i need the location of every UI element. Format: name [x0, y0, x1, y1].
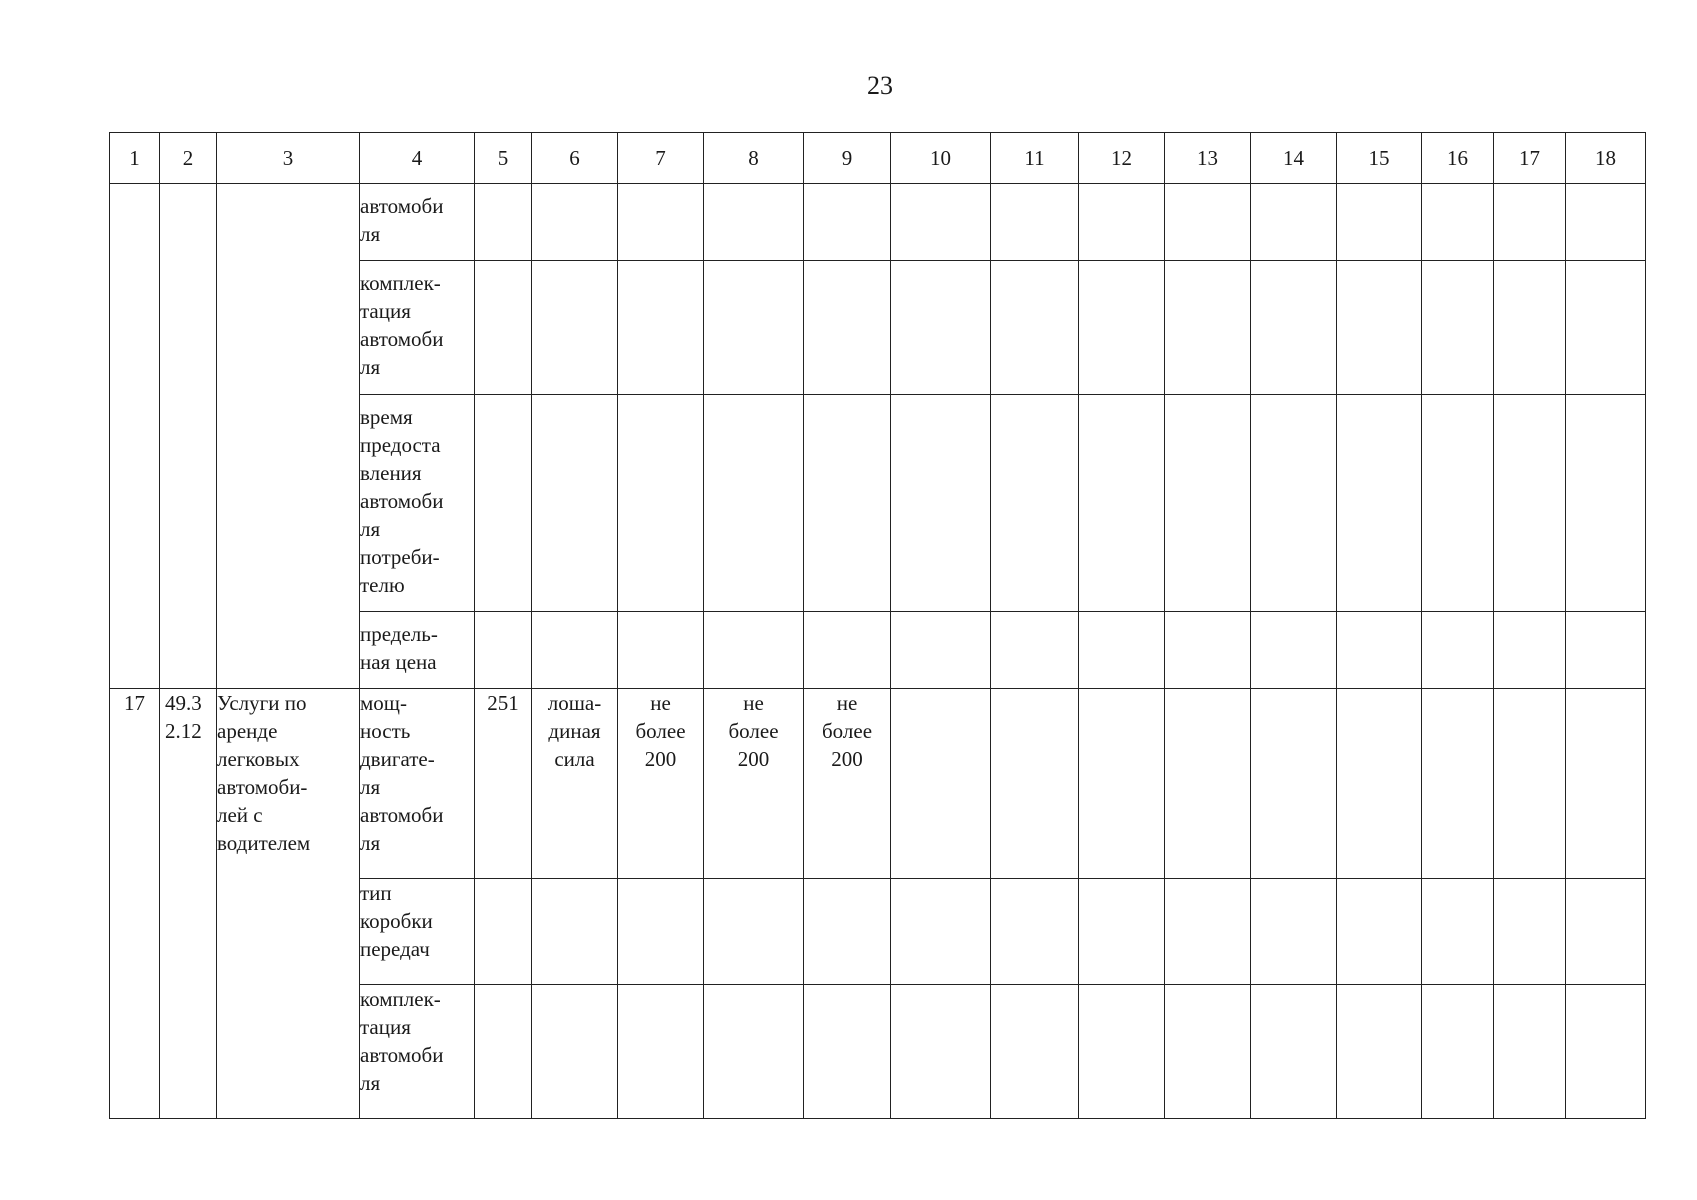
- table-row: [110, 689, 1646, 879]
- value-cell: не более 200: [618, 689, 704, 879]
- column-header: 3: [217, 133, 360, 184]
- column-header: 2: [160, 133, 217, 184]
- value-cell: не более 200: [804, 689, 891, 879]
- continued-name-cell: [217, 184, 360, 689]
- column-number-header: [110, 133, 1646, 184]
- column-header: 4: [360, 133, 475, 184]
- characteristic-cell: комплек- тация автомоби ля: [360, 985, 475, 1119]
- column-header: 14: [1251, 133, 1337, 184]
- characteristic-cell: тип коробки передач: [360, 879, 475, 985]
- column-header: 16: [1422, 133, 1494, 184]
- characteristic-cell: автомоби ля: [360, 184, 475, 261]
- continued-code-cell: [160, 184, 217, 689]
- column-header: 10: [891, 133, 991, 184]
- characteristic-cell: время предоста вления автомоби ля потреби- телю: [360, 395, 475, 612]
- unit-cell: лоша- диная сила: [532, 689, 618, 879]
- table-row: [110, 184, 1646, 261]
- item-code-cell: 49.3 2.12: [160, 689, 217, 1119]
- column-header: 11: [991, 133, 1079, 184]
- column-header: 7: [618, 133, 704, 184]
- column-header: 6: [532, 133, 618, 184]
- okei-code-cell: 251: [475, 689, 532, 879]
- column-header: 18: [1566, 133, 1646, 184]
- column-header: 9: [804, 133, 891, 184]
- characteristic-cell: мощ- ность двигате- ля автомоби ля: [360, 689, 475, 879]
- characteristic-cell: комплек- тация автомоби ля: [360, 261, 475, 395]
- column-header: 15: [1337, 133, 1422, 184]
- continued-number-cell: [110, 184, 160, 689]
- characteristic-cell: предель- ная цена: [360, 612, 475, 689]
- column-header: 5: [475, 133, 532, 184]
- item-name-cell: Услуги по аренде легковых автомоби- лей с водителем: [217, 689, 360, 1119]
- item-number-cell: 17: [110, 689, 160, 1119]
- page-number: 23: [867, 71, 893, 100]
- value-cell: не более 200: [704, 689, 804, 879]
- column-header: 12: [1079, 133, 1165, 184]
- requirements-table: [109, 132, 1646, 1119]
- column-header: 17: [1494, 133, 1566, 184]
- column-header: 13: [1165, 133, 1251, 184]
- column-header: 1: [110, 133, 160, 184]
- column-header: 8: [704, 133, 804, 184]
